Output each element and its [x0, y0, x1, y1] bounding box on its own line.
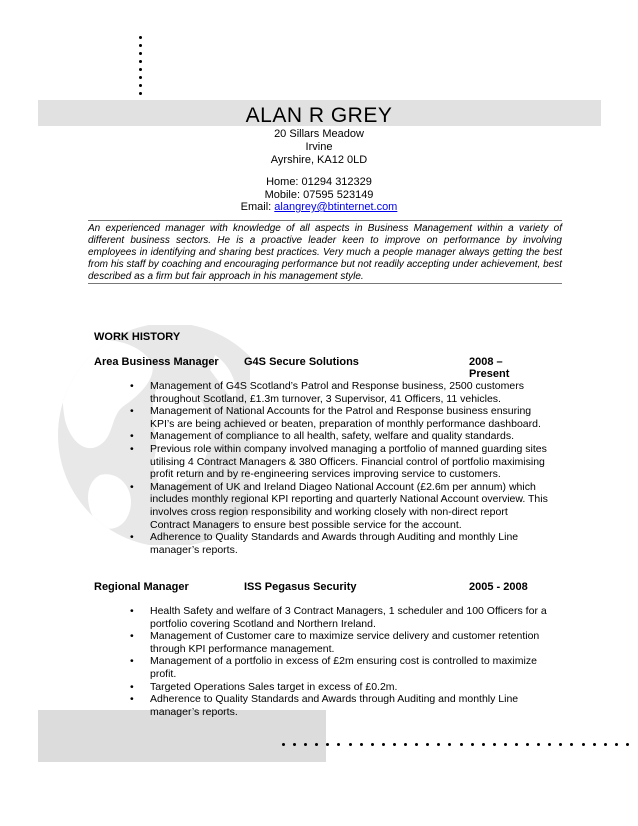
mobile-phone: Mobile: 07595 523149	[264, 189, 374, 201]
list-item: • Management of National Accounts for the Patrol and Response business ensuring KPI’s are being achieved or beaten, preparation of monthly performance dashboard.	[130, 405, 550, 430]
work-history-heading: WORK HISTORY	[94, 331, 181, 343]
list-item: • Targeted Operations Sales target in excess of £0.2m.	[130, 681, 550, 694]
list-item: • Previous role within company involved managing a portfolio of manned guarding sites utilising 4 Contract Managers & 380 Officers. Financial control of portfolio maximising profit return and by re-engineering services improving service to customers.	[130, 443, 550, 481]
email-link[interactable]: alangrey@btinternet.com	[274, 201, 398, 213]
job-responsibilities-list	[130, 605, 550, 718]
job-title: Area Business Manager	[94, 356, 219, 368]
list-item: • Management of UK and Ireland Diageo National Account (£2.6m per annum) which includes monthly regional KPI reporting and quarterly National Account overview. This involves cross region responsibility and working closely with non-direct report Contract Managers to ensure best possible service for the account.	[130, 481, 550, 531]
job-company: G4S Secure Solutions	[244, 356, 359, 368]
vertical-dot-divider	[139, 36, 143, 100]
email-line	[0, 201, 638, 213]
job-header	[94, 356, 544, 380]
list-item: • Health Safety and welfare of 3 Contract Managers, 1 scheduler and 100 Officers for a portfolio covering Scotland and Northern Ireland.	[130, 605, 550, 630]
list-item: • Management of Customer care to maximize service delivery and customer retention through KPI performance management.	[130, 630, 550, 655]
summary-bottom-rule	[88, 283, 562, 284]
job-dates: 2005 - 2008	[469, 581, 528, 593]
list-item: • Management of compliance to all health, safety, welfare and quality standards.	[130, 430, 550, 443]
job-header	[94, 581, 544, 595]
address-line-1: 20 Sillars Meadow	[274, 128, 364, 140]
job-responsibilities-list	[130, 380, 550, 556]
job-dates: 2008 – Present	[469, 356, 510, 380]
candidate-name: ALAN R GREY	[245, 104, 393, 127]
job-title: Regional Manager	[94, 581, 189, 593]
list-item: • Management of G4S Scotland’s Patrol and Response business, 2500 customers throughout Scotland, £1.3m turnover, 3 Supervisor, 41 Officers, 11 vehicles.	[130, 380, 550, 405]
address-line-2: Irvine	[305, 141, 333, 153]
list-item: • Adherence to Quality Standards and Awards through Auditing and monthly Line manager’s reports.	[130, 693, 550, 718]
address-line-3: Ayrshire, KA12 0LD	[270, 154, 368, 166]
profile-summary: An experienced manager with knowledge of all aspects in Business Management within a variety of different business sectors. He is a proactive leader keen to improve on performance by involving employees in identifying and sharing best practices. Very much a people manager always getting the best from his staff by coaching and encouraging performance but not readily accepting under achievement, best described as a firm but fair approach in his management style.	[88, 223, 562, 282]
job-company: ISS Pegasus Security	[244, 581, 357, 593]
summary-top-rule	[88, 220, 562, 221]
horizontal-dot-divider	[282, 733, 637, 751]
email-label: Email:	[240, 201, 275, 213]
list-item: • Adherence to Quality Standards and Awards through Auditing and monthly Line manager’s reports.	[130, 531, 550, 556]
list-item: • Management of a portfolio in excess of £2m ensuring cost is controlled to maximize profit.	[130, 655, 550, 680]
home-phone: Home: 01294 312329	[266, 176, 372, 188]
